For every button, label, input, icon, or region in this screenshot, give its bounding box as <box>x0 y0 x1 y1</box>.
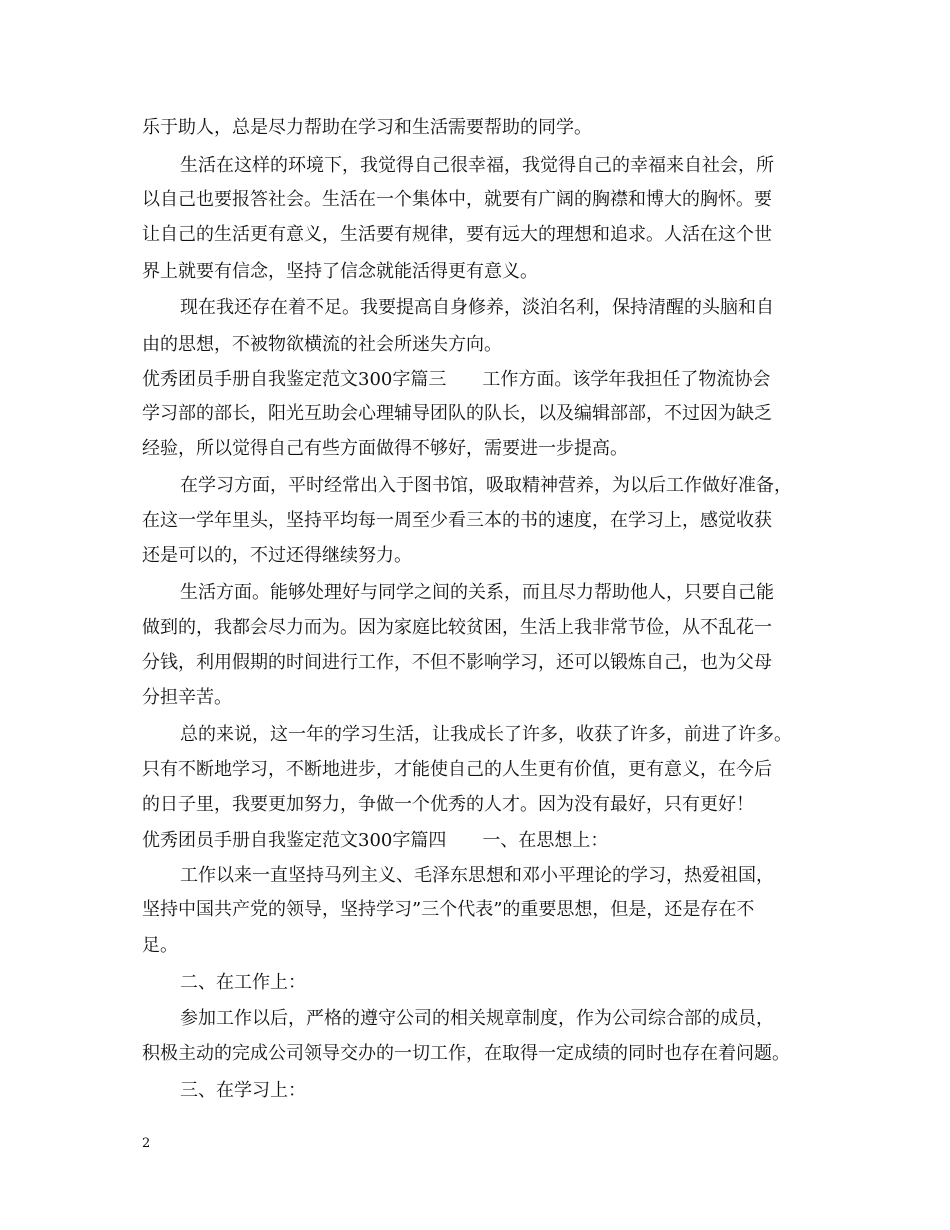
text-line: 做到的，我都会尽力而为。因为家庭比较贫困，生活上我非常节俭，从不乱花一 <box>142 617 772 638</box>
text-line: 以自己也要报答社会。生活在一个集体中，就要有广阔的胸襟和博大的胸怀。要 <box>142 189 772 210</box>
text-line: 足。 <box>142 935 178 956</box>
text-line: 在这一学年里头，坚持平均每一周至少看三本的书的速度，在学习上，感觉收获 <box>142 510 772 531</box>
text-line: 分钱，利用假期的时间进行工作，不但不影响学习，还可以锻炼自己，也为父母 <box>142 652 772 673</box>
text-line: 分担辛苦。 <box>142 687 232 708</box>
text-line: 总的来说，这一年的学习生活，让我成长了许多，收获了许多，前进了许多。 <box>180 724 792 745</box>
text-line: 生活方面。能够处理好与同学之间的关系，而且尽力帮助他人，只要自己能 <box>180 582 774 603</box>
text-line: 工作以来一直坚持马列主义、毛泽东思想和邓小平理论的学习，热爱祖国， <box>180 865 774 886</box>
text-line: 由的思想，不被物欲横流的社会所迷失方向。 <box>142 334 502 355</box>
subheading-line: 二、在工作上： <box>180 972 306 993</box>
text-line: 让自己的生活更有意义，生活要有规律，要有远大的理想和追求。人活在这个世 <box>142 224 772 245</box>
text-line: 经验，所以觉得自己有些方面做得不够好，需要进一步提高。 <box>142 438 628 459</box>
subheading-line: 三、在学习上： <box>180 1080 306 1101</box>
text-line: 只有不断地学习，不断地进步，才能使自己的人生更有价值，更有意义，在今后 <box>142 759 772 780</box>
page-number: 2 <box>142 1136 151 1151</box>
section-heading-line: 优秀团员手册自我鉴定范文300字篇三 工作方面。该学年我担任了物流协会 <box>142 369 771 390</box>
text-line: 学习部的部长，阳光互助会心理辅导团队的队长，以及编辑部部，不过因为缺乏 <box>142 403 772 424</box>
text-line: 参加工作以后，严格的遵守公司的相关规章制度，作为公司综合部的成员， <box>180 1008 774 1029</box>
text-line: 积极主动的完成公司领导交办的一切工作，在取得一定成绩的同时也存在着问题。 <box>142 1043 790 1064</box>
text-line: 坚持中国共产党的领导，坚持学习”三个代表”的重要思想，但是，还是存在不 <box>142 899 755 920</box>
text-line: 在学习方面，平时经常出入于图书馆，吸取精神营养，为以后工作做好准备， <box>180 475 792 496</box>
text-line: 界上就要有信念，坚持了信念就能活得更有意义。 <box>142 261 538 282</box>
text-line: 还是可以的，不过还得继续努力。 <box>142 545 412 566</box>
text-line: 生活在这样的环境下，我觉得自己很幸福，我觉得自己的幸福来自社会，所 <box>180 155 774 176</box>
text-line: 现在我还存在着不足。我要提高自身修养，淡泊名利，保持清醒的头脑和自 <box>180 297 774 318</box>
text-line: 的日子里，我要更加努力，争做一个优秀的人才。因为没有最好，只有更好！ <box>142 794 754 815</box>
section-heading-line: 优秀团员手册自我鉴定范文300字篇四 一、在思想上： <box>142 830 609 851</box>
text-line: 乐于助人，总是尽力帮助在学习和生活需要帮助的同学。 <box>142 117 592 138</box>
